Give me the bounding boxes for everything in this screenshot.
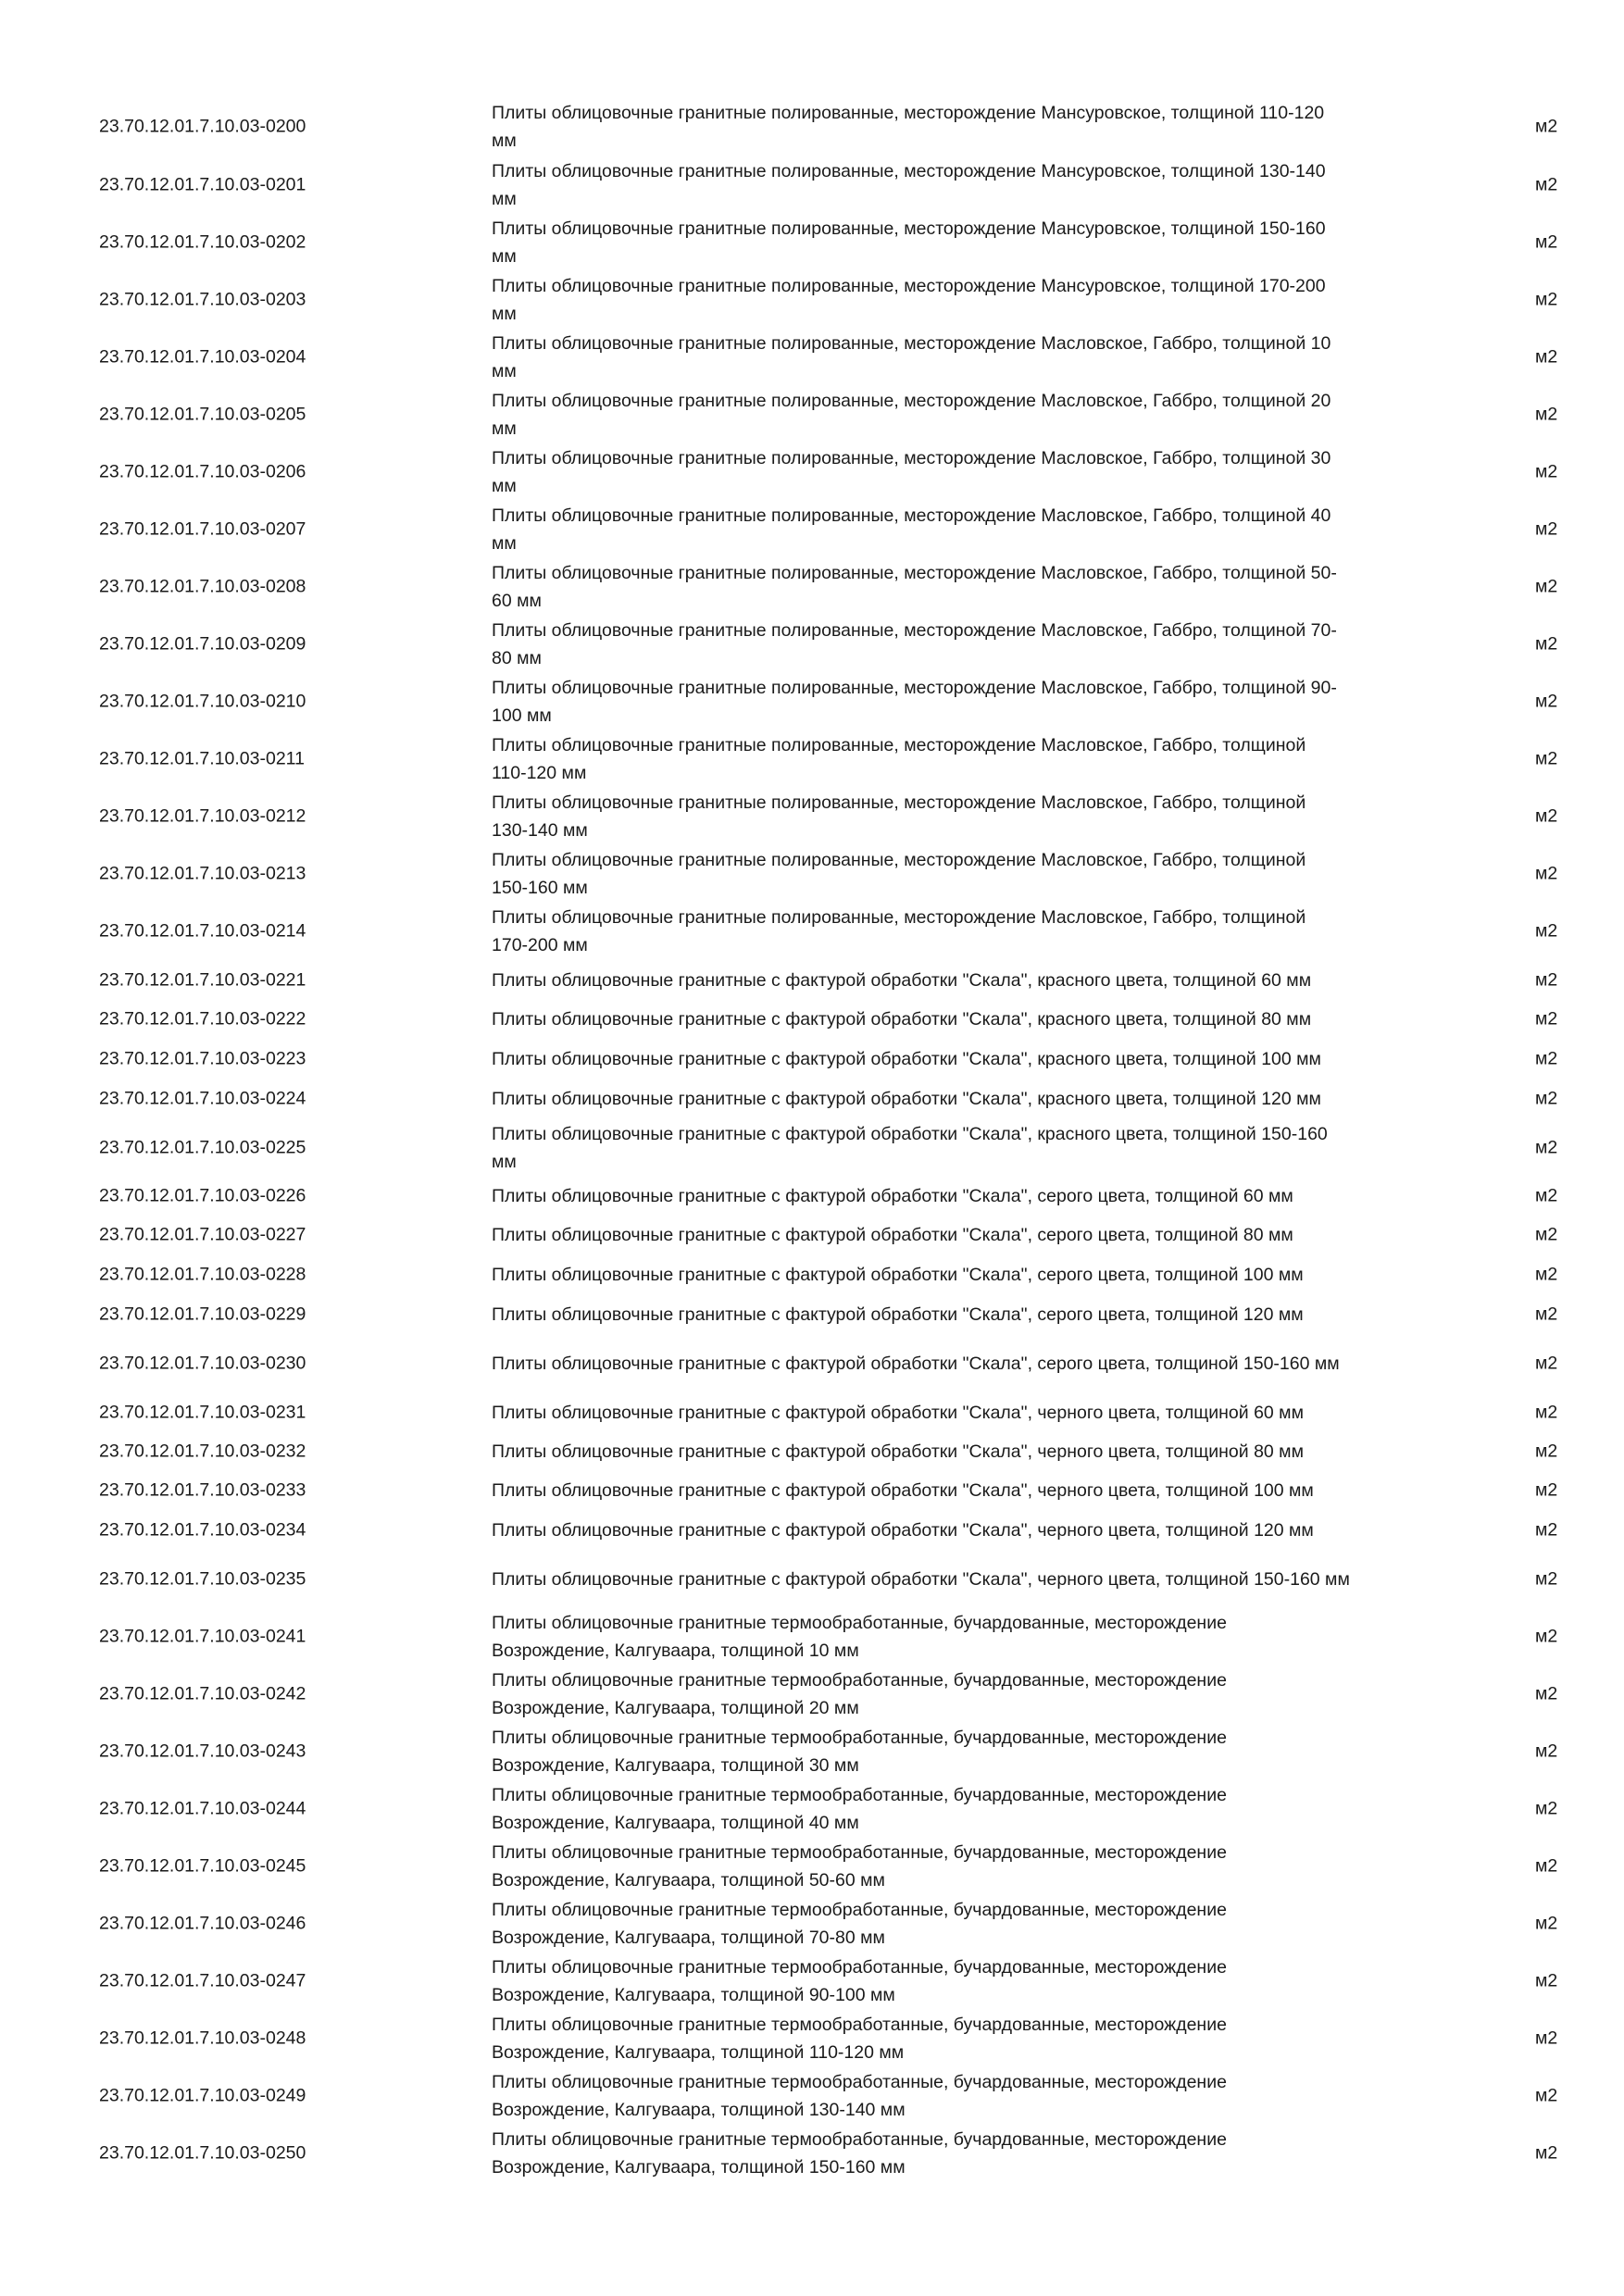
row-unit: м2 [1535, 518, 1558, 540]
table-row [0, 386, 1624, 443]
description-line: Плиты облицовочные гранитные с фактурой обработки "Скала", красного цвета, толщиной 60 мм [492, 970, 1312, 991]
row-description [492, 2068, 1464, 2124]
row-description [492, 1221, 1464, 1249]
row-unit: м2 [1535, 174, 1558, 195]
description-line: 100 мм [492, 705, 552, 726]
description-line: 170-200 мм [492, 935, 588, 955]
description-line: Плиты облицовочные гранитные с фактурой обработки "Скала", серого цвета, толщиной 150-160 мм [492, 1354, 1340, 1374]
row-code: 23.70.12.01.7.10.03-0230 [99, 1353, 306, 1374]
row-description [492, 215, 1464, 270]
row-description [492, 1477, 1464, 1504]
row-description [492, 1350, 1464, 1378]
row-description [492, 1005, 1464, 1033]
row-code: 23.70.12.01.7.10.03-0212 [99, 805, 306, 827]
description-line: Плиты облицовочные гранитные термообработанные, бучардованные, месторождение [492, 1957, 1227, 1978]
description-line: 80 мм [492, 648, 542, 668]
row-unit: м2 [1535, 1519, 1558, 1541]
description-line: 130-140 мм [492, 820, 588, 841]
row-description [492, 731, 1464, 787]
description-line: мм [492, 189, 517, 209]
row-unit: м2 [1535, 116, 1558, 137]
row-description [492, 99, 1464, 155]
table-row [0, 2125, 1624, 2182]
description-line: Плиты облицовочные гранитные с фактурой обработки "Скала", черного цвета, толщиной 60 мм [492, 1403, 1304, 1423]
description-line: Плиты облицовочные гранитные термообработанные, бучардованные, месторождение [492, 1670, 1227, 1691]
row-description [492, 1566, 1464, 1593]
description-line: Возрождение, Калгуваара, толщиной 110-120 мм [492, 2042, 905, 2063]
description-line: Возрождение, Калгуваара, толщиной 150-160 мм [492, 2157, 906, 2177]
table-row [0, 1551, 1624, 1608]
description-line: мм [492, 131, 517, 151]
description-line: Плиты облицовочные гранитные с фактурой обработки "Скала", серого цвета, толщиной 60 мм [492, 1186, 1293, 1206]
row-description [492, 387, 1464, 443]
description-line: Плиты облицовочные гранитные с фактурой обработки "Скала", черного цвета, толщиной 100 мм [492, 1480, 1314, 1501]
table-row [0, 730, 1624, 788]
description-line: Плиты облицовочные гранитные полированные, месторождение Масловское, Габбро, толщиной [492, 850, 1306, 870]
row-unit: м2 [1535, 1304, 1558, 1325]
row-description [492, 1516, 1464, 1544]
row-code: 23.70.12.01.7.10.03-0226 [99, 1185, 306, 1206]
row-unit: м2 [1535, 1224, 1558, 1245]
row-unit: м2 [1535, 969, 1558, 991]
row-unit: м2 [1535, 1441, 1558, 1462]
row-code: 23.70.12.01.7.10.03-0204 [99, 346, 306, 368]
row-description [492, 904, 1464, 959]
row-code: 23.70.12.01.7.10.03-0229 [99, 1304, 306, 1325]
row-code: 23.70.12.01.7.10.03-0214 [99, 920, 306, 942]
row-description [492, 674, 1464, 730]
table-row [0, 1895, 1624, 1953]
row-description [492, 617, 1464, 672]
row-code: 23.70.12.01.7.10.03-0224 [99, 1088, 306, 1109]
row-unit: м2 [1535, 1855, 1558, 1877]
row-code: 23.70.12.01.7.10.03-0247 [99, 1970, 306, 1991]
row-unit: м2 [1535, 404, 1558, 425]
row-code: 23.70.12.01.7.10.03-0244 [99, 1798, 306, 1819]
row-unit: м2 [1535, 748, 1558, 769]
table-row [0, 845, 1624, 903]
table-row [0, 1723, 1624, 1780]
description-line: 150-160 мм [492, 878, 588, 898]
row-unit: м2 [1535, 633, 1558, 655]
description-line: Возрождение, Калгуваара, толщиной 70-80 мм [492, 1928, 885, 1948]
row-code: 23.70.12.01.7.10.03-0201 [99, 174, 306, 195]
description-line: 110-120 мм [492, 763, 587, 783]
description-line: Возрождение, Калгуваара, толщиной 30 мм [492, 1755, 859, 1776]
description-line: Возрождение, Калгуваара, толщиной 10 мм [492, 1641, 859, 1661]
row-code: 23.70.12.01.7.10.03-0231 [99, 1402, 306, 1423]
table-row [0, 501, 1624, 558]
table-row [0, 156, 1624, 214]
row-code: 23.70.12.01.7.10.03-0245 [99, 1855, 306, 1877]
row-unit: м2 [1535, 1913, 1558, 1934]
description-line: Плиты облицовочные гранитные с фактурой обработки "Скала", черного цвета, толщиной 120 мм [492, 1520, 1314, 1541]
row-description [492, 157, 1464, 213]
row-description [492, 444, 1464, 500]
description-line: Плиты облицовочные гранитные полированные, месторождение Масловское, Габбро, толщиной [492, 792, 1306, 813]
table-row [0, 1608, 1624, 1666]
row-unit: м2 [1535, 1626, 1558, 1647]
row-code: 23.70.12.01.7.10.03-0203 [99, 289, 306, 310]
row-code: 23.70.12.01.7.10.03-0213 [99, 863, 306, 884]
row-unit: м2 [1535, 2142, 1558, 2164]
row-code: 23.70.12.01.7.10.03-0234 [99, 1519, 306, 1541]
description-line: Плиты облицовочные гранитные термообработанные, бучардованные, месторождение [492, 2129, 1227, 2150]
row-description [492, 1724, 1464, 1779]
description-line: Плиты облицовочные гранитные с фактурой обработки "Скала", красного цвета, толщиной 100 мм [492, 1049, 1321, 1069]
row-unit: м2 [1535, 1088, 1558, 1109]
description-line: мм [492, 1152, 517, 1172]
row-code: 23.70.12.01.7.10.03-0207 [99, 518, 306, 540]
description-line: Плиты облицовочные гранитные полированные, месторождение Масловское, Габбро, толщиной 30 [492, 448, 1331, 468]
row-unit: м2 [1535, 1741, 1558, 1762]
row-unit: м2 [1535, 346, 1558, 368]
row-description [492, 1666, 1464, 1722]
description-line: Плиты облицовочные гранитные полированные, месторождение Масловское, Габбро, толщиной 40 [492, 505, 1331, 526]
row-unit: м2 [1535, 1137, 1558, 1158]
row-description [492, 1085, 1464, 1113]
row-code: 23.70.12.01.7.10.03-0233 [99, 1479, 306, 1501]
row-unit: м2 [1535, 1479, 1558, 1501]
row-code: 23.70.12.01.7.10.03-0210 [99, 691, 306, 712]
description-line: Плиты облицовочные гранитные термообработанные, бучардованные, месторождение [492, 1900, 1227, 1920]
row-description [492, 789, 1464, 844]
row-code: 23.70.12.01.7.10.03-0211 [99, 748, 305, 769]
row-code: 23.70.12.01.7.10.03-0243 [99, 1741, 306, 1762]
row-unit: м2 [1535, 1008, 1558, 1029]
description-line: Плиты облицовочные гранитные с фактурой обработки "Скала", красного цвета, толщиной 80 мм [492, 1009, 1312, 1029]
description-line: Плиты облицовочные гранитные термообработанные, бучардованные, месторождение [492, 1613, 1227, 1633]
description-line: Плиты облицовочные гранитные полированные, месторождение Масловское, Габбро, толщиной 90- [492, 678, 1337, 698]
row-unit: м2 [1535, 2085, 1558, 2106]
description-line: Плиты облицовочные гранитные полированные, месторождение Масловское, Габбро, толщиной [492, 907, 1306, 928]
row-code: 23.70.12.01.7.10.03-0208 [99, 576, 306, 597]
description-line: Плиты облицовочные гранитные с фактурой обработки "Скала", серого цвета, толщиной 100 мм [492, 1265, 1304, 1285]
row-unit: м2 [1535, 1970, 1558, 1991]
description-line: Плиты облицовочные гранитные с фактурой обработки "Скала", серого цвета, толщиной 120 мм [492, 1304, 1304, 1325]
description-line: мм [492, 361, 517, 381]
row-code: 23.70.12.01.7.10.03-0248 [99, 2028, 306, 2049]
row-code: 23.70.12.01.7.10.03-0200 [99, 116, 306, 137]
table-row [0, 443, 1624, 501]
row-unit: м2 [1535, 1264, 1558, 1285]
description-line: Возрождение, Калгуваара, толщиной 90-100 мм [492, 1985, 895, 2005]
row-description [492, 1953, 1464, 2009]
row-code: 23.70.12.01.7.10.03-0227 [99, 1224, 306, 1245]
row-unit: м2 [1535, 1683, 1558, 1704]
row-code: 23.70.12.01.7.10.03-0249 [99, 2085, 306, 2106]
table-row [0, 1666, 1624, 1723]
description-line: Плиты облицовочные гранитные термообработанные, бучардованные, месторождение [492, 2015, 1227, 2035]
table-row [0, 1780, 1624, 1838]
table-row [0, 673, 1624, 730]
description-line: Плиты облицовочные гранитные термообработанные, бучардованные, месторождение [492, 1842, 1227, 1863]
row-description [492, 272, 1464, 328]
row-unit: м2 [1535, 576, 1558, 597]
row-unit: м2 [1535, 691, 1558, 712]
row-description [492, 1609, 1464, 1665]
description-line: Плиты облицовочные гранитные полированные, месторождение Масловское, Габбро, толщиной 20 [492, 391, 1331, 411]
description-line: Возрождение, Калгуваара, толщиной 130-140 мм [492, 2100, 906, 2120]
row-description [492, 2126, 1464, 2181]
description-line: Плиты облицовочные гранитные полированные, месторождение Мансуровское, толщиной 110-120 [492, 103, 1325, 123]
row-code: 23.70.12.01.7.10.03-0202 [99, 231, 306, 253]
row-code: 23.70.12.01.7.10.03-0241 [99, 1626, 306, 1647]
row-unit: м2 [1535, 1048, 1558, 1069]
row-code: 23.70.12.01.7.10.03-0246 [99, 1913, 306, 1934]
table-row [0, 214, 1624, 271]
table-row [0, 616, 1624, 673]
row-unit: м2 [1535, 920, 1558, 942]
row-unit: м2 [1535, 289, 1558, 310]
row-unit: м2 [1535, 863, 1558, 884]
row-unit: м2 [1535, 1353, 1558, 1374]
description-line: мм [492, 418, 517, 439]
row-code: 23.70.12.01.7.10.03-0232 [99, 1441, 306, 1462]
row-description [492, 502, 1464, 557]
row-code: 23.70.12.01.7.10.03-0225 [99, 1137, 306, 1158]
row-description [492, 846, 1464, 902]
description-line: Плиты облицовочные гранитные термообработанные, бучардованные, месторождение [492, 2072, 1227, 2092]
description-line: мм [492, 476, 517, 496]
description-line: Плиты облицовочные гранитные с фактурой обработки "Скала", черного цвета, толщиной 150-160 мм [492, 1569, 1350, 1590]
row-unit: м2 [1535, 1568, 1558, 1590]
description-line: Плиты облицовочные гранитные полированные, месторождение Масловское, Габбро, толщиной [492, 735, 1306, 755]
row-code: 23.70.12.01.7.10.03-0205 [99, 404, 306, 425]
description-line: 60 мм [492, 591, 542, 611]
table-row [0, 271, 1624, 329]
row-code: 23.70.12.01.7.10.03-0228 [99, 1264, 306, 1285]
description-line: Плиты облицовочные гранитные полированные, месторождение Мансуровское, толщиной 130-140 [492, 161, 1326, 181]
row-code: 23.70.12.01.7.10.03-0222 [99, 1008, 306, 1029]
row-code: 23.70.12.01.7.10.03-0209 [99, 633, 306, 655]
table-row [0, 2067, 1624, 2125]
row-unit: м2 [1535, 231, 1558, 253]
description-line: Возрождение, Калгуваара, толщиной 20 мм [492, 1698, 859, 1718]
row-description [492, 1781, 1464, 1837]
row-unit: м2 [1535, 1402, 1558, 1423]
description-line: Плиты облицовочные гранитные с фактурой обработки "Скала", красного цвета, толщиной 150-160 [492, 1124, 1328, 1144]
row-unit: м2 [1535, 1798, 1558, 1819]
row-unit: м2 [1535, 805, 1558, 827]
description-line: Плиты облицовочные гранитные полированные, месторождение Масловское, Габбро, толщиной 50- [492, 563, 1337, 583]
description-line: Возрождение, Калгуваара, толщиной 50-60 мм [492, 1870, 885, 1890]
row-code: 23.70.12.01.7.10.03-0221 [99, 969, 306, 991]
description-line: Плиты облицовочные гранитные с фактурой обработки "Скала", красного цвета, толщиной 120 мм [492, 1089, 1321, 1109]
row-code: 23.70.12.01.7.10.03-0235 [99, 1568, 306, 1590]
description-line: Плиты облицовочные гранитные полированные, месторождение Масловское, Габбро, толщиной 70- [492, 620, 1337, 641]
row-unit: м2 [1535, 2028, 1558, 2049]
row-unit: м2 [1535, 461, 1558, 482]
row-code: 23.70.12.01.7.10.03-0223 [99, 1048, 306, 1069]
table-row [0, 1953, 1624, 2010]
table-row [0, 2010, 1624, 2067]
row-description [492, 2011, 1464, 2066]
description-line: Возрождение, Калгуваара, толщиной 40 мм [492, 1813, 859, 1833]
row-description [492, 1261, 1464, 1289]
row-description [492, 1045, 1464, 1073]
row-description [492, 1896, 1464, 1952]
row-description [492, 1301, 1464, 1329]
row-code: 23.70.12.01.7.10.03-0206 [99, 461, 306, 482]
row-code: 23.70.12.01.7.10.03-0242 [99, 1683, 306, 1704]
row-description [492, 559, 1464, 615]
row-description [492, 1839, 1464, 1894]
table-row [0, 558, 1624, 616]
description-line: Плиты облицовочные гранитные полированные, месторождение Мансуровское, толщиной 150-160 [492, 218, 1326, 239]
table-row [0, 1838, 1624, 1895]
description-line: Плиты облицовочные гранитные с фактурой обработки "Скала", серого цвета, толщиной 80 мм [492, 1225, 1293, 1245]
row-unit: м2 [1535, 1185, 1558, 1206]
row-code: 23.70.12.01.7.10.03-0250 [99, 2142, 306, 2164]
description-line: Плиты облицовочные гранитные полированные, месторождение Мансуровское, толщиной 170-200 [492, 276, 1326, 296]
table-row [0, 329, 1624, 386]
description-line: мм [492, 246, 517, 267]
description-line: мм [492, 304, 517, 324]
description-line: мм [492, 533, 517, 554]
table-row [0, 788, 1624, 845]
description-line: Плиты облицовочные гранитные термообработанные, бучардованные, месторождение [492, 1728, 1227, 1748]
row-description [492, 330, 1464, 385]
description-line: Плиты облицовочные гранитные с фактурой обработки "Скала", черного цвета, толщиной 80 мм [492, 1441, 1304, 1462]
description-line: Плиты облицовочные гранитные полированные, месторождение Масловское, Габбро, толщиной 10 [492, 333, 1331, 354]
description-line: Плиты облицовочные гранитные термообработанные, бучардованные, месторождение [492, 1785, 1227, 1805]
table-row [0, 98, 1624, 156]
